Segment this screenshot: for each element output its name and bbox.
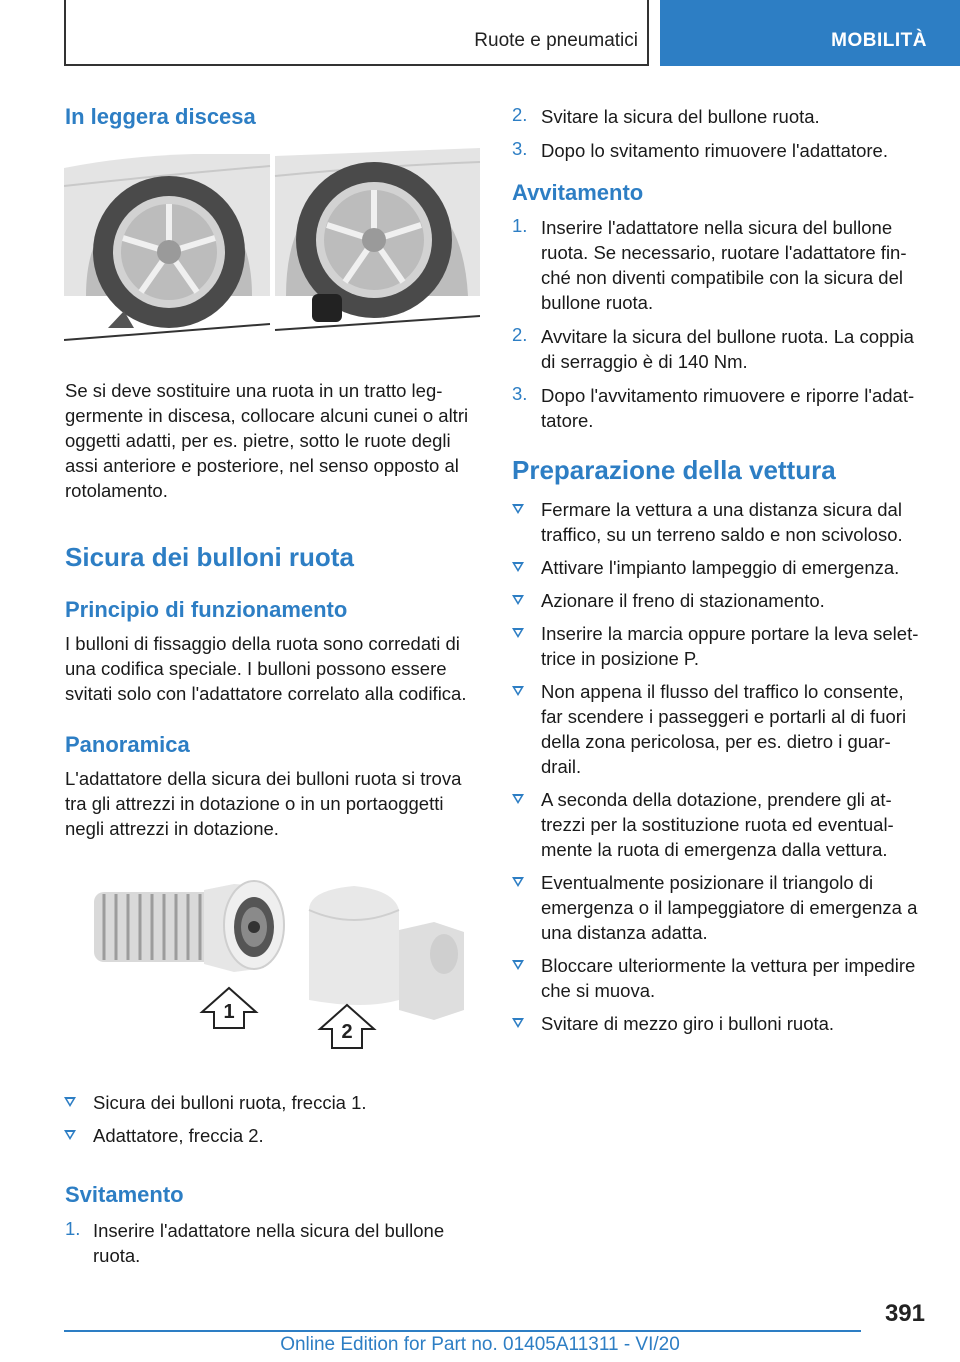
list-number: 3. — [512, 383, 528, 404]
text-line: ché non diventi compatibile con la sicura del — [541, 267, 903, 288]
footer-edition: Online Edition for Part no. 01405A11311 - VI/20 — [280, 1334, 680, 1355]
bullet-item — [541, 621, 918, 671]
list-number: 1. — [512, 215, 528, 236]
list-item-text — [541, 383, 914, 433]
header-rule-bottom — [64, 64, 649, 66]
arrow-1 — [202, 988, 256, 1028]
text-line: ruota. — [93, 1245, 141, 1266]
text-line: Eventualmente posizionare il triangolo di — [541, 872, 874, 893]
text-line: Se si deve sostituire una ruota in un tratto leg‐ — [65, 380, 443, 401]
bullet-triangle-icon — [512, 562, 524, 572]
text-line: Attivare l'impianto lampeggio di emergenza. — [541, 557, 900, 578]
paragraph-principio — [65, 631, 485, 706]
bullet-triangle-icon — [512, 960, 524, 970]
heading-panoramica: Panoramica — [65, 732, 190, 757]
bullet-item — [541, 787, 894, 862]
bullet-triangle-icon — [512, 877, 524, 887]
bullet-triangle-icon — [64, 1097, 76, 1107]
text-line: una distanza adatta. — [541, 922, 708, 943]
text-line: traffico, su un terreno saldo e non scivoloso. — [541, 524, 903, 545]
text-line: tatore. — [541, 410, 594, 431]
heading-avvitamento: Avvitamento — [512, 180, 644, 205]
text-line: I bulloni di fissaggio della ruota sono corredati di — [65, 633, 460, 654]
paragraph-panoramica — [65, 766, 485, 841]
text-line: Non appena il flusso del traffico lo consente, — [541, 681, 904, 702]
list-item-text — [93, 1218, 444, 1268]
text-line: Bloccare ulteriormente la vettura per impedire — [541, 955, 916, 976]
bullet-triangle-icon — [512, 628, 524, 638]
heading-sicura-bulloni: Sicura dei bulloni ruota — [65, 542, 354, 572]
text-line: della zona pericolosa, per es. dietro i guar‐ — [541, 731, 891, 752]
text-line: A seconda della dotazione, prendere gli at‐ — [541, 789, 892, 810]
heading-principio: Principio di funzionamento — [65, 597, 348, 622]
header-rule-left — [64, 0, 66, 66]
text-line: drail. — [541, 756, 582, 777]
right-wheel-panel — [275, 146, 480, 346]
text-line: rotolamento. — [65, 480, 168, 501]
bullet-item — [541, 588, 825, 613]
footer-rule — [64, 1330, 861, 1332]
bolt-adapter-figure — [64, 860, 480, 1070]
text-line: Fermare la vettura a una distanza sicura dal — [541, 499, 902, 520]
text-line: Inserire l'adattatore nella sicura del bullone — [541, 217, 893, 238]
text-line: trice in posizione P. — [541, 648, 700, 669]
text-line: far scendere i passeggeri e portarli al di fuori — [541, 706, 907, 727]
text-line: ruota. Se necessario, ruotare l'adattatore fin‐ — [541, 242, 907, 263]
bullet-triangle-icon — [64, 1130, 76, 1140]
text-line: germente in discesa, collocare alcuni cunei o altri — [65, 405, 469, 426]
text-line: di serraggio è di 140 Nm. — [541, 351, 748, 372]
wheel-on-slope-illustration — [64, 146, 480, 346]
bullet-triangle-icon — [512, 686, 524, 696]
bullet-item — [541, 497, 903, 547]
bullet-item — [541, 679, 906, 779]
text-line: assi anteriore e posteriore, nel senso opposto al — [65, 455, 459, 476]
bullet-triangle-icon — [512, 1018, 524, 1028]
list-item-text — [541, 104, 820, 129]
heading-in-leggera-discesa: In leggera discesa — [65, 104, 256, 129]
text-line: Svitare la sicura del bullone ruota. — [541, 106, 820, 127]
text-line: emergenza o il lampeggiatore di emergenza a — [541, 897, 918, 918]
bullet-triangle-icon — [512, 504, 524, 514]
wheel-bolt-lock-image — [94, 881, 284, 972]
list-number: 3. — [512, 138, 528, 159]
bullet-triangle-icon — [512, 794, 524, 804]
list-number: 2. — [512, 324, 528, 345]
bullet-item — [541, 555, 899, 580]
list-item-text — [541, 215, 907, 315]
text-line: mente la ruota di emergenza dalla vettura. — [541, 839, 888, 860]
text-line: che si muova. — [541, 980, 656, 1001]
heading-svitamento: Svitamento — [65, 1182, 184, 1207]
text-line: negli attrezzi in dotazione. — [65, 818, 279, 839]
bullet-item — [541, 953, 915, 1003]
heading-preparazione: Preparazione della vettura — [512, 455, 836, 485]
text-line: trezzi per la sostituzione ruota ed eventual‐ — [541, 814, 894, 835]
bullet-item — [541, 1011, 834, 1036]
bullet-item — [541, 870, 917, 945]
list-number: 1. — [65, 1218, 81, 1239]
text-line: oggetti adatti, per es. pietre, sotto le ruote degli — [65, 430, 451, 451]
arrow-label-1: 1 — [223, 1001, 235, 1023]
text-line: bullone ruota. — [541, 292, 654, 313]
adapter-image — [309, 886, 464, 1020]
header-section-title: Ruote e pneumatici — [474, 30, 638, 51]
list-item-text — [541, 324, 914, 374]
paragraph-discesa — [65, 378, 485, 503]
bullet-triangle-icon — [512, 595, 524, 605]
arrow-label-2: 2 — [341, 1021, 353, 1043]
list-item-text — [541, 138, 888, 163]
text-line: Svitare di mezzo giro i bulloni ruota. — [541, 1013, 835, 1034]
header-chapter-label: MOBILITÀ — [831, 30, 927, 51]
page-number: 391 — [884, 1300, 925, 1327]
text-line: Azionare il freno di stazionamento. — [541, 590, 825, 611]
text-line: L'adattatore della sicura dei bulloni ruota si trova — [65, 768, 462, 789]
text-line: Dopo l'avvitamento rimuovere e riporre l'adat‐ — [541, 385, 915, 406]
header-chapter-tab[interactable] — [660, 0, 960, 66]
text-line: svitati solo con l'adattatore correlato alla codifica. — [65, 683, 467, 704]
text-line: una codifica speciale. I bulloni possono essere — [65, 658, 447, 679]
header-rule-mid — [647, 0, 649, 66]
text-line: Dopo lo svitamento rimuovere l'adattatore. — [541, 140, 888, 161]
bullet-item: Sicura dei bulloni ruota, freccia 1. — [93, 1092, 367, 1113]
bullet-item: Adattatore, freccia 2. — [93, 1125, 264, 1146]
text-line: Avvitare la sicura del bullone ruota. La coppia — [541, 326, 914, 347]
text-line: Inserire la marcia oppure portare la leva selet‐ — [541, 623, 919, 644]
arrow-2 — [320, 1005, 374, 1048]
text-line: Inserire l'adattatore nella sicura del bullone — [93, 1220, 445, 1241]
list-number: 2. — [512, 104, 528, 125]
text-line: tra gli attrezzi in dotazione o in un portaoggetti — [65, 793, 444, 814]
